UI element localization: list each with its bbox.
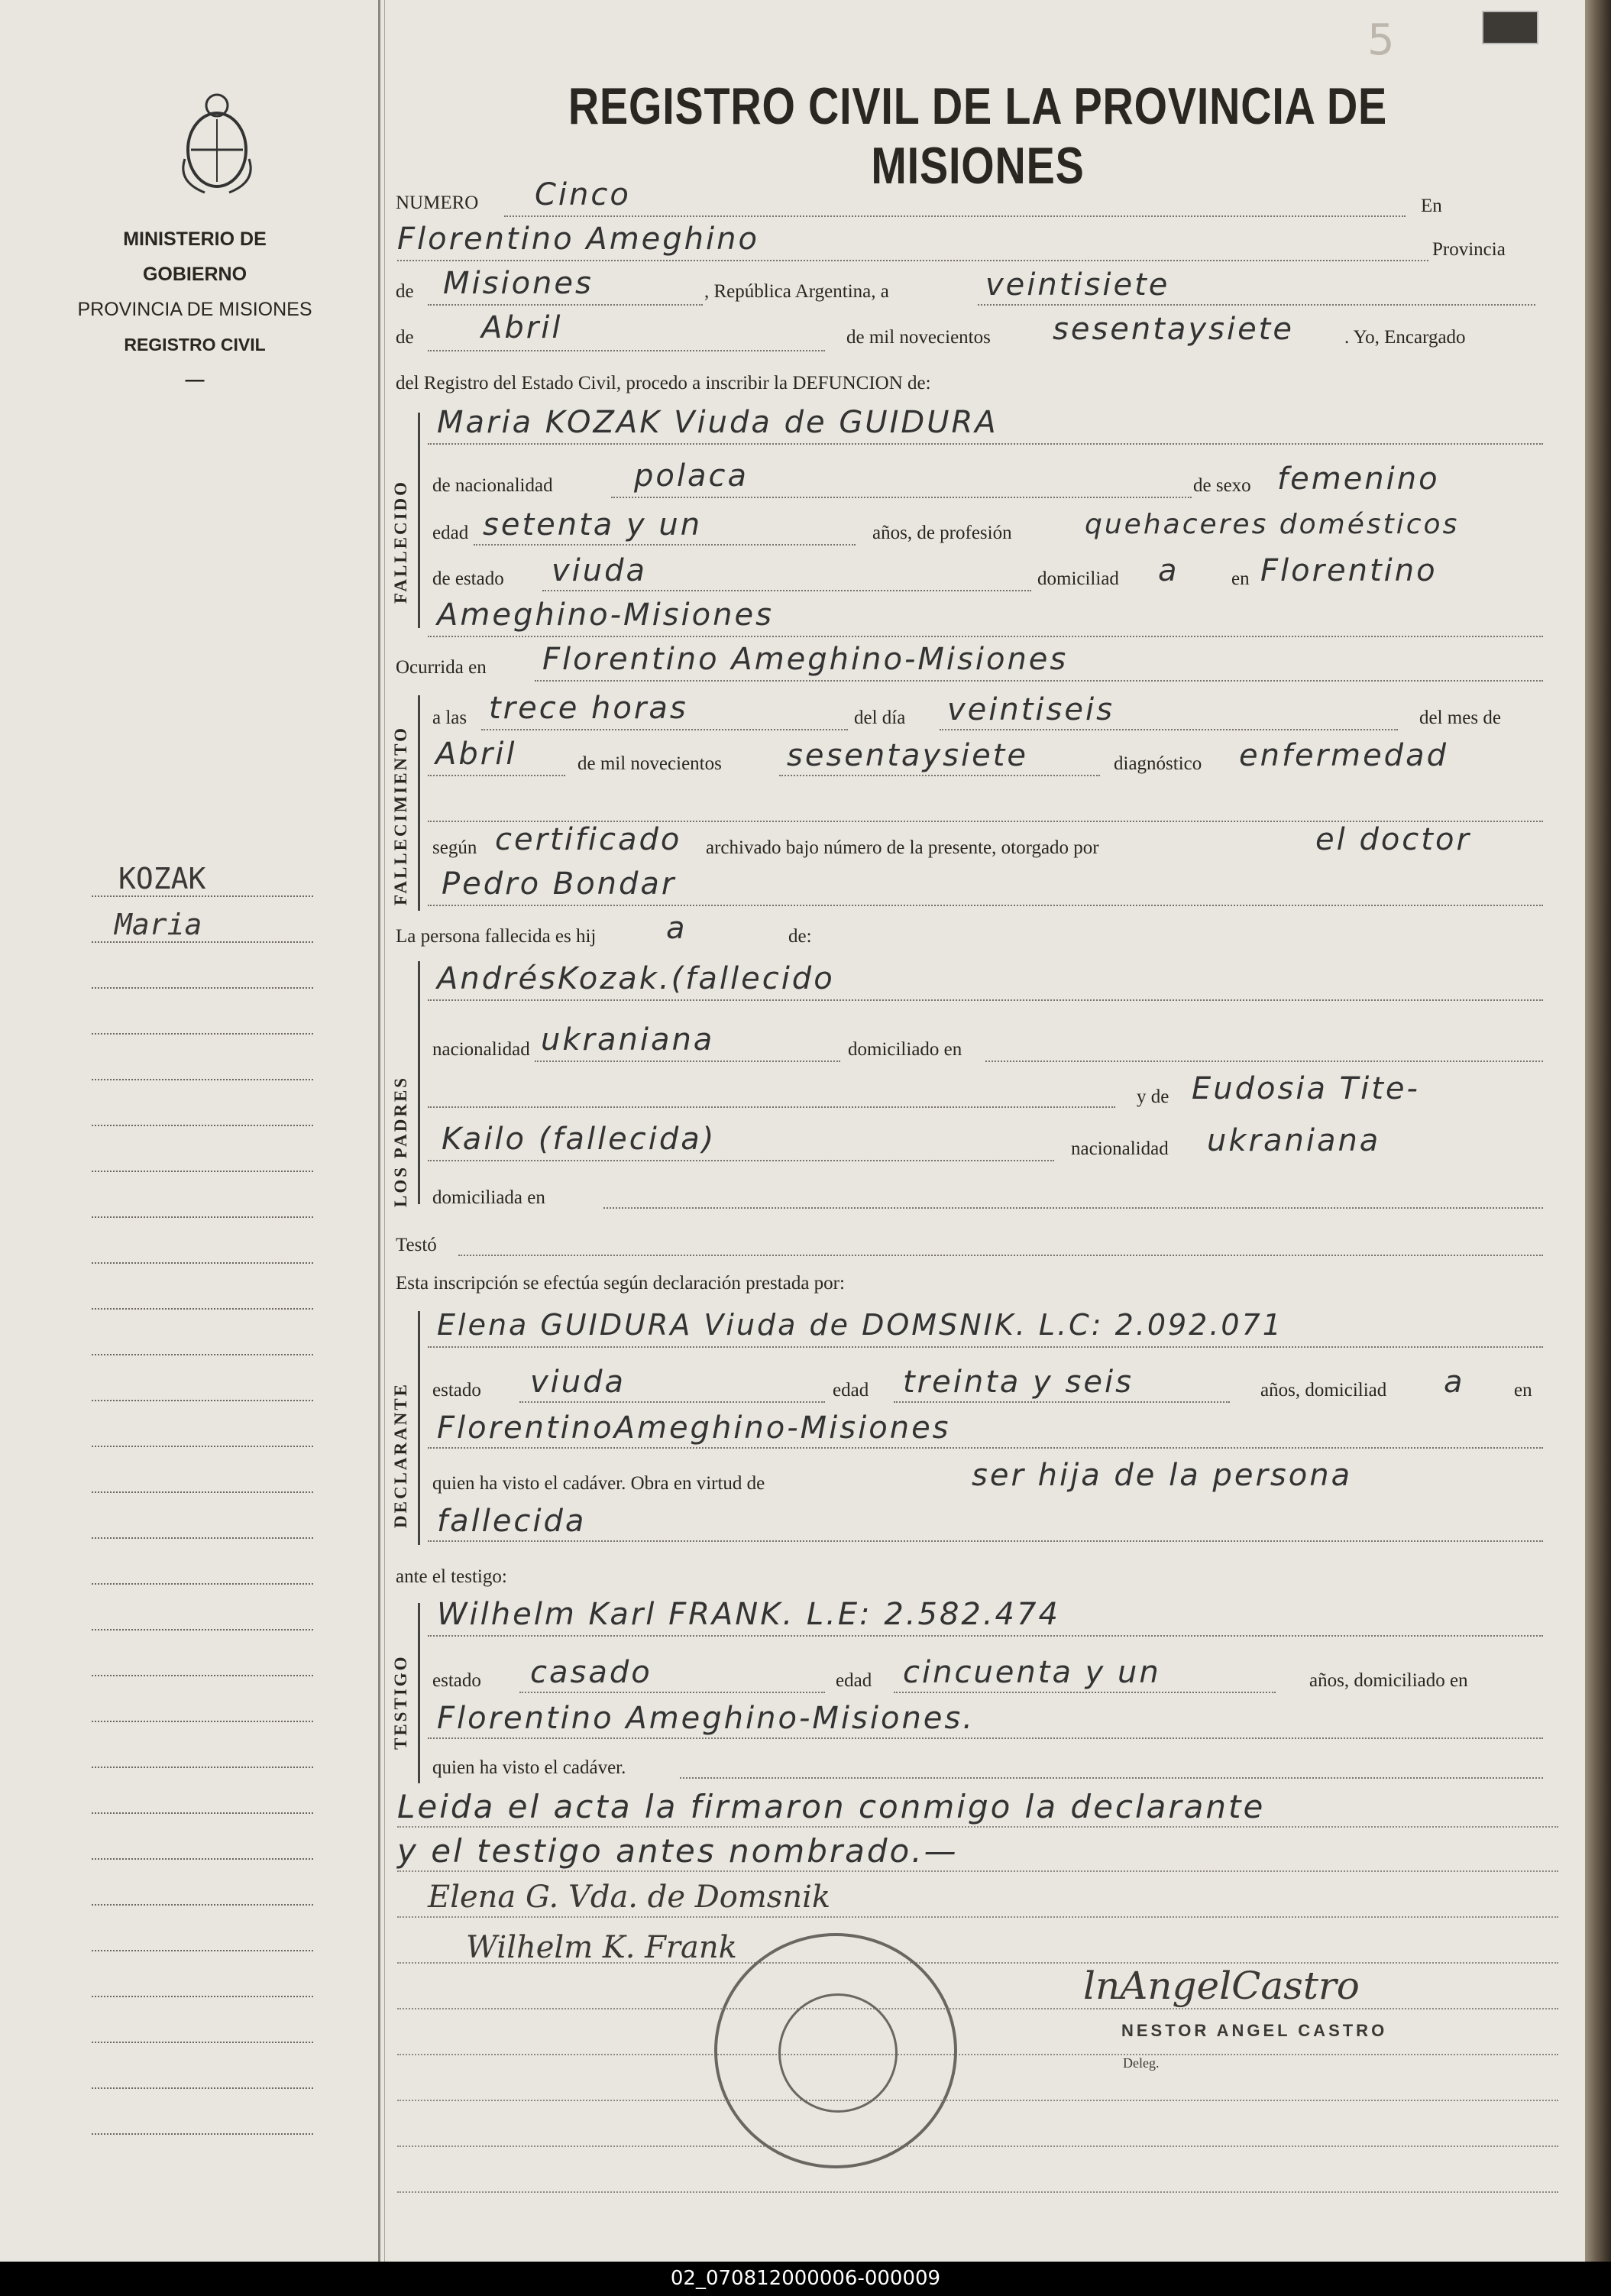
ante-testigo-label: ante el testigo: — [396, 1566, 507, 1587]
edad-label: edad — [432, 523, 469, 543]
declarante-anos-suffix: a — [1444, 1365, 1465, 1400]
margin-line — [92, 1171, 313, 1172]
declarante-name: Elena GUIDURA Viuda de DOMSNIK. L.C: 2.092.071 — [437, 1308, 1283, 1342]
margin-line — [92, 1629, 313, 1631]
fill-line — [428, 1106, 1115, 1108]
madre-dom-label: domiciliada en — [432, 1187, 545, 1208]
declarante-estado-label: estado — [432, 1380, 481, 1401]
fill-line — [428, 1447, 1543, 1449]
day-value: veintisiete — [985, 267, 1170, 303]
section-bracket — [418, 695, 420, 911]
ocurrida-value: Florentino Ameghino-Misiones — [542, 642, 1069, 677]
section-declarante: DECLARANTE — [391, 1381, 410, 1528]
registry-name: REGISTRO CIVIL — [124, 335, 266, 355]
signature-testigo: Wilhelm K. Frank — [466, 1930, 737, 1965]
por-value: el doctor — [1315, 822, 1471, 857]
madre-value-2: Kailo (fallecida) — [442, 1122, 717, 1157]
nacionalidad-label: de nacionalidad — [432, 475, 553, 496]
fill-line — [428, 443, 1543, 445]
section-bracket — [418, 961, 420, 1204]
place-value: Florentino Ameghino — [397, 222, 759, 257]
margin-line — [92, 2087, 313, 2089]
margin-line — [92, 1675, 313, 1676]
fill-line — [894, 1401, 1230, 1403]
de-label-2: de — [396, 327, 414, 348]
ocurrida-label: Ocurrida en — [396, 657, 487, 678]
margin-line — [92, 1858, 313, 1860]
dia-label: del día — [854, 708, 906, 728]
section-bracket — [418, 413, 420, 628]
margin-line — [92, 1446, 313, 1447]
fill-line — [535, 680, 1543, 682]
domicilio-value-1: Florentino — [1260, 553, 1438, 588]
section-los-padres: LOS PADRES — [391, 1075, 410, 1207]
provincia-label: Provincia — [1432, 239, 1506, 260]
section-fallecimiento: FALLECIMIENTO — [391, 726, 410, 905]
signature-official: lnAngelCastro — [1083, 1964, 1360, 2008]
fill-line — [428, 905, 1543, 906]
domiciliad-suffix: a — [1158, 553, 1179, 588]
page-number: 5 — [1367, 15, 1395, 65]
section-fallecido: FALLECIDO — [391, 479, 410, 604]
margin-line — [92, 1216, 313, 1218]
diag-value: enfermedad — [1239, 738, 1448, 773]
hij-label: La persona fallecida es hij — [396, 926, 597, 947]
margin-line — [92, 1721, 313, 1722]
en-label: En — [1421, 196, 1442, 216]
fill-line — [519, 1692, 825, 1693]
testo-label: Testó — [396, 1235, 437, 1255]
margin-line — [92, 1996, 313, 1997]
fill-line — [542, 590, 1031, 591]
fill-line — [428, 999, 1543, 1001]
fill-line — [611, 497, 1192, 498]
fill-line — [474, 544, 856, 546]
declaracion-label: Esta inscripción se efectúa según declaración prestada por: — [396, 1273, 845, 1294]
margin-line — [92, 2133, 313, 2135]
margin-line — [92, 1308, 313, 1310]
de-label: de — [396, 281, 414, 302]
testigo-estado-label: estado — [432, 1670, 481, 1691]
official-name: NESTOR ANGEL CASTRO — [1121, 2021, 1388, 2040]
margin-line — [92, 1767, 313, 1768]
fill-line — [481, 729, 848, 730]
en-label-fallecido: en — [1231, 568, 1250, 589]
fill-line — [428, 636, 1543, 637]
estado-value: viuda — [552, 553, 648, 588]
testigo-domicilio: Florentino Ameghino-Misiones. — [437, 1701, 975, 1736]
y-de-label: y de — [1137, 1086, 1169, 1107]
declarante-visto-label: quien ha visto el cadáver. Obra en virtud de — [432, 1473, 765, 1494]
province-value: Misiones — [443, 266, 594, 301]
fill-line — [428, 1635, 1543, 1637]
hora-value: trece horas — [489, 691, 688, 726]
fill-line — [504, 215, 1406, 217]
fill-line — [397, 2191, 1558, 2193]
heading-dash: — — [185, 369, 205, 390]
madre-nac-label: nacionalidad — [1071, 1138, 1169, 1159]
anio-value: sesentaysiete — [787, 738, 1028, 773]
declarante-virtud-1: ser hija de la persona — [972, 1458, 1353, 1493]
fill-line — [603, 1207, 1543, 1209]
corner-tab — [1482, 11, 1538, 44]
year-label: de mil novecientos — [846, 327, 991, 348]
fill-line — [428, 1160, 1054, 1161]
section-bracket — [418, 1603, 420, 1783]
diag-label: diagnóstico — [1114, 753, 1202, 774]
margin-line — [92, 1125, 313, 1126]
padre-dom-label: domiciliado en — [848, 1039, 962, 1060]
margin-line — [92, 1354, 313, 1355]
fill-line — [397, 2145, 1558, 2147]
numero-label: NUMERO — [396, 193, 479, 213]
declarante-edad-label: edad — [833, 1380, 869, 1401]
testigo-edad-label: edad — [836, 1670, 872, 1691]
margin-line — [92, 1033, 313, 1035]
section-bracket — [418, 1311, 420, 1545]
padre-nac-label: nacionalidad — [432, 1039, 530, 1060]
fill-line — [535, 1061, 840, 1062]
profesion-value: quehaceres domésticos — [1085, 509, 1460, 540]
margin-line — [92, 1491, 313, 1493]
yo-label: . Yo, Encargado — [1344, 327, 1466, 348]
fill-line — [397, 2100, 1558, 2101]
fill-line — [985, 1061, 1543, 1062]
fill-line — [519, 1401, 825, 1403]
testigo-edad-value: cincuenta y un — [903, 1655, 1161, 1690]
fill-line — [397, 2008, 1558, 2009]
estado-label: de estado — [432, 568, 504, 589]
declarante-domicilio: FlorentinoAmeghino-Misiones — [437, 1410, 951, 1446]
page-title: REGISTRO CIVIL DE LA PROVINCIA DE MISIONES — [568, 77, 1388, 195]
domicilio-value-2: Ameghino-Misiones — [437, 597, 774, 633]
margin-line — [92, 1812, 313, 1814]
nacionalidad-value: polaca — [634, 458, 749, 494]
fill-line — [397, 1916, 1558, 1918]
fill-line — [940, 729, 1398, 730]
fill-line — [397, 2054, 1558, 2055]
fill-line — [428, 775, 565, 776]
padres-de-label: de: — [788, 926, 812, 947]
republica-label: , República Argentina, a — [704, 281, 889, 302]
fill-line — [428, 1540, 1543, 1542]
mes-value: Abril — [435, 737, 517, 772]
dia-value: veintiseis — [947, 692, 1114, 727]
margin-line — [92, 941, 313, 943]
anos-profesion-label: años, de profesión — [872, 523, 1012, 543]
fill-line — [428, 350, 825, 351]
hij-suffix: a — [666, 911, 687, 946]
margin-surname: KOZAK — [118, 862, 206, 895]
sexo-value: femenino — [1277, 461, 1440, 497]
testigo-name: Wilhelm Karl FRANK. L.E: 2.582.474 — [437, 1597, 1060, 1632]
fill-line — [978, 304, 1535, 306]
margin-rule-inner — [384, 0, 385, 2262]
margin-line — [92, 895, 313, 897]
testigo-visto-label: quien ha visto el cadáver. — [432, 1757, 626, 1778]
seal-inner-ring — [778, 1993, 898, 2113]
file-caption: 02_070812000006-000009 — [0, 2262, 1611, 2296]
margin-line — [92, 1583, 313, 1585]
margin-rule — [378, 0, 380, 2262]
sexo-label: de sexo — [1193, 475, 1251, 496]
book-spine — [1585, 0, 1611, 2262]
coat-of-arms-icon — [174, 83, 260, 197]
anio-label: de mil novecientos — [577, 753, 722, 774]
declarante-anos-label: años, domiciliad — [1260, 1380, 1387, 1401]
fill-line — [428, 1737, 1543, 1739]
numero-value: Cinco — [535, 177, 631, 212]
margin-line — [92, 2042, 313, 2043]
doctor-value: Pedro Bondar — [442, 866, 677, 902]
declarante-edad-value: treinta y seis — [903, 1365, 1134, 1400]
margin-line — [92, 987, 313, 989]
declarante-en-label: en — [1514, 1380, 1532, 1401]
fill-line — [680, 1777, 1543, 1779]
fill-line — [397, 260, 1428, 261]
margin-given-name: Maria — [115, 908, 202, 941]
deceased-name: Maria KOZAK Viuda de GUIDURA — [437, 405, 998, 440]
fill-line — [458, 1255, 1543, 1256]
signature-declarante: Elena G. Vda. de Domsnik — [428, 1880, 831, 1915]
testigo-estado-value: casado — [530, 1655, 652, 1690]
section-testigo: TESTIGO — [391, 1654, 410, 1750]
closing-line-2: y el testigo antes nombrado.— — [397, 1832, 959, 1870]
madre-nac-value: ukraniana — [1207, 1123, 1381, 1158]
declarante-virtud-2: fallecida — [437, 1504, 587, 1539]
official-seal-stamp — [714, 1933, 957, 2168]
year-value: sesentaysiete — [1053, 312, 1294, 347]
a-las-label: a las — [432, 708, 467, 728]
margin-line — [92, 1400, 313, 1401]
margin-line — [92, 1079, 313, 1080]
ministry-name: MINISTERIO DE GOBIERNO — [123, 228, 267, 285]
margin-line — [92, 1537, 313, 1539]
segun-label: según — [432, 837, 477, 858]
archivado-label: archivado bajo número de la presente, otorgado por — [706, 837, 1099, 858]
month-value: Abril — [481, 310, 563, 345]
fill-line — [428, 1346, 1543, 1348]
cert-value: certificado — [495, 822, 682, 857]
mes-label: del mes de — [1419, 708, 1501, 728]
fill-line — [894, 1692, 1276, 1693]
edad-value: setenta y un — [483, 507, 703, 542]
margin-line — [92, 1262, 313, 1264]
madre-value-1: Eudosia Tite- — [1192, 1071, 1420, 1106]
margin-line — [92, 1950, 313, 1951]
official-title: Deleg. — [1123, 2055, 1160, 2071]
declarante-estado-value: viuda — [530, 1365, 626, 1400]
fill-line — [397, 1870, 1558, 1872]
closing-line-1: Leida el acta la firmaron conmigo la declarante — [397, 1788, 1266, 1825]
domiciliad-label: domiciliad — [1037, 568, 1119, 589]
margin-line — [92, 1904, 313, 1906]
ministry-heading — [76, 222, 313, 397]
padre-nac-value: ukraniana — [541, 1022, 715, 1057]
padre-value: AndrésKozak.(fallecido — [437, 961, 835, 996]
intro-text: del Registro del Estado Civil, procedo a inscribir la DEFUNCION de: — [396, 373, 931, 393]
fill-line — [397, 1826, 1558, 1828]
testigo-anos-label: años, domiciliado en — [1309, 1670, 1468, 1691]
province-name: PROVINCIA DE MISIONES — [77, 299, 312, 320]
fill-line — [428, 304, 703, 306]
fill-line — [779, 775, 1100, 776]
